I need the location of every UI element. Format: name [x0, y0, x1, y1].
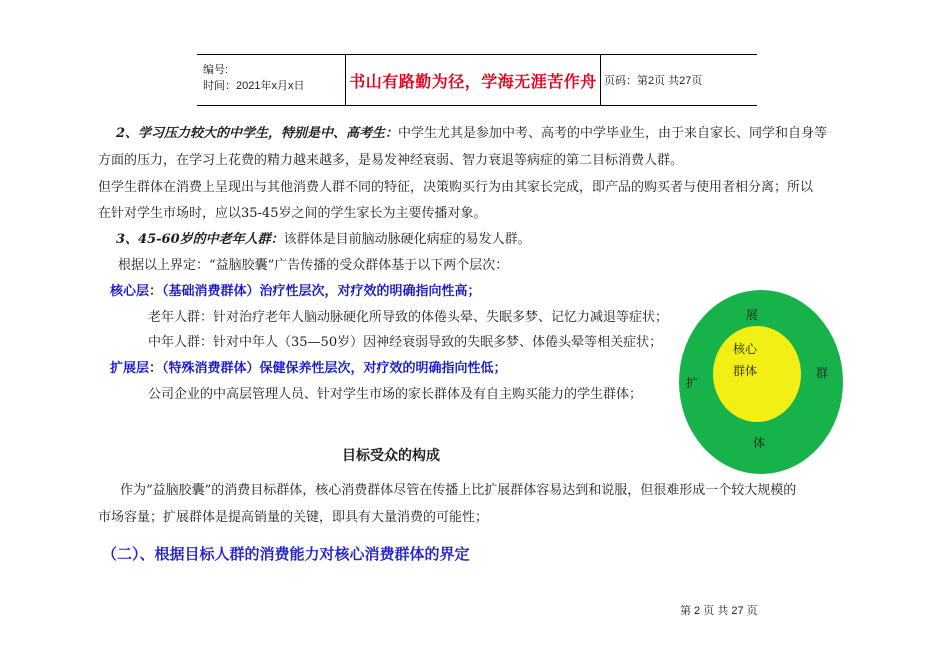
- paragraph-3-text: 该群体是目前脑动脉硬化病症的易发人群。: [283, 232, 531, 247]
- outer-label-bottom: 体: [753, 436, 766, 450]
- paragraph-2-line-1: 但学生群体在消费上呈现出与其他消费人群不同的特征，决策购买行为由其家长完成，即产品的购买者与使用者相分离；所以: [98, 180, 814, 195]
- core-layer-item-1: 老年人群：针对治疗老年人脑动脉硬化所导致的体倦头晕、失眠多梦、记忆力减退等症状；: [148, 310, 669, 325]
- extension-layer-heading: 扩展层：（特殊消费群体）保健保养性层次，对疗效的明确指向性低；: [110, 361, 507, 376]
- inner-label-line-1: 核心: [733, 342, 758, 356]
- document-header: [197, 54, 757, 106]
- paragraph-1-line-2: 方面的压力，在学习上花费的精力越来越多，是易发神经衰弱、智力衰退等病症的第二目标消费人群。: [98, 153, 684, 168]
- figure-title: 目标受众的构成: [342, 448, 440, 464]
- extension-layer-item-1: 公司企业的中高层管理人员、针对学生市场的家长群体及有自主购买能力的学生群体；: [148, 387, 643, 402]
- paragraph-2-line-2: 在针对学生市场时，应以35-45岁之间的学生家长为主要传播对象。: [98, 206, 487, 221]
- header-page-info: [600, 55, 761, 105]
- page-info-text: 页码：第2页 共27页: [604, 75, 703, 87]
- outer-label-top: 展: [746, 308, 759, 322]
- document-number-label: 编号:: [203, 64, 229, 76]
- header-motto-cell: [345, 55, 601, 105]
- core-layer-heading: 核心层：（基础消费群体）治疗性层次，对疗效的明确指向性高；: [110, 284, 481, 299]
- paragraph-5-line-2: 市场容量；扩展群体是提高销量的关键，即具有大量消费的可能性；: [98, 510, 489, 525]
- header-meta: [197, 55, 345, 105]
- outer-label-left: 扩: [686, 376, 699, 390]
- document-time: 时间：2021年x月x日: [203, 80, 305, 92]
- section-heading: （二）、根据目标人群的消费能力对核心消费群体的界定: [102, 545, 470, 563]
- outer-label-right: 群: [816, 366, 829, 380]
- paragraph-3-lead: 3、45-60岁的中老年人群：: [116, 232, 284, 247]
- paragraph-5-line-1: 作为“益脑胶囊”的消费目标群体，核心消费群体尽管在传播上比扩展群体容易达到和说服，但很难形成一个较大规模的: [120, 483, 797, 498]
- core-layer-item-2: 中年人群：针对中年人（35—50岁）因神经衰弱导致的失眠多梦、体倦头晕等相关症状；: [148, 335, 663, 350]
- paragraph-3: [116, 231, 531, 249]
- paragraph-1-text: 中学生尤其是参加中考、高考的中学毕业生，由于来自家长、同学和自身等: [398, 126, 828, 141]
- page-footer: 第 2 页 共 27 页: [680, 605, 758, 617]
- header-motto: 书山有路勤为径，学海无涯苦作舟: [349, 71, 597, 91]
- paragraph-1-lead: 2、学习压力较大的中学生，特别是中、高考生：: [116, 126, 399, 141]
- paragraph-1: [116, 125, 827, 143]
- inner-label-line-2: 群体: [733, 364, 758, 378]
- paragraph-4: 根据以上界定：“益脑胶囊”广告传播的受众群体基于以下两个层次：: [118, 258, 509, 273]
